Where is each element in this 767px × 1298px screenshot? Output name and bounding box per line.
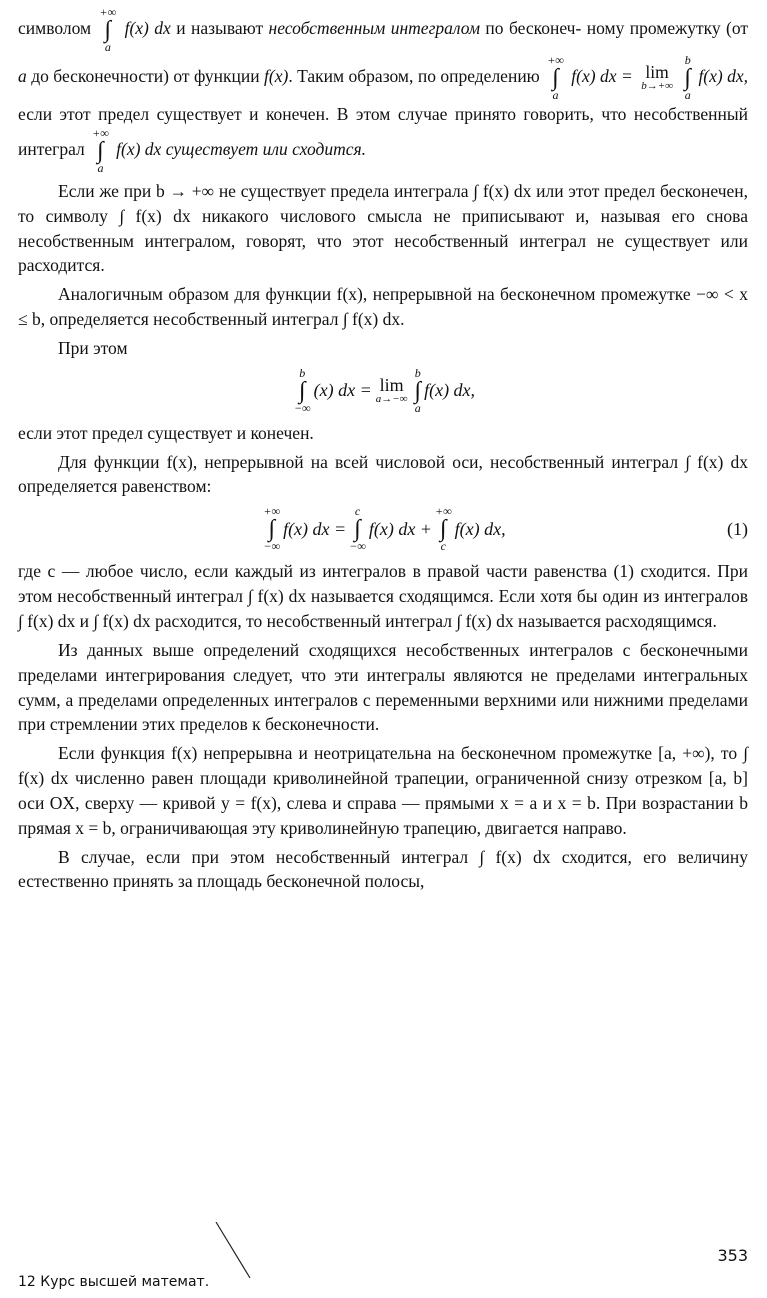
- term-converges: сходится.: [292, 138, 367, 159]
- text: и называют: [176, 18, 264, 39]
- term-exists: существует: [165, 138, 259, 159]
- integral-symbol: +∞ ∫ a: [99, 5, 117, 54]
- text: по бесконеч-: [485, 18, 582, 39]
- page-body: [18, 6, 748, 898]
- pen-mark-icon: [214, 1246, 254, 1286]
- paragraph-1: символом +∞ ∫ a f(x) dx и называют несобственным интегралом по бесконеч- ному промежутку (от a до бесконечности) от функции f(x). Таким образом, по определению +∞ ∫ a f(x) dx = lim b→+∞ b ∫ a f(x) dx, если этот предел существует и конечен. В этом случае принято говорить, что несобственный интеграл +∞ ∫ a f(x) dx существует или сходится.: [18, 5, 749, 175]
- term-improper-integral: несобственным интегралом: [268, 18, 480, 39]
- formula-1: +∞ ∫ −∞ f(x) dx = c ∫ −∞ f(x) dx + +∞ ∫ c f(x) dx, (1): [263, 504, 748, 554]
- paragraph-2: Если же при b → +∞ не существует предела интеграла ∫ f(x) dx или этот предел бесконечен, то символу ∫ f(x) dx никакого числового смысла не приписывают и, называя его снова несобственным интегралом, говорят, что этот несобственный интеграл не существует или расходится.: [18, 180, 748, 276]
- paragraph-8: Если функция f(x) непрерывна и неотрицательна на бесконечном промежутке [a, +∞), то ∫ f(x) dx численно равен площади криволинейной трапеции, ограниченной снизу отрезком [a, b] оси OX, сверху — кривой y = f(x), слева и справа — прямыми x = a и x = b. При возрастании b прямая x = b, ограничивающая эту криволинейную трапецию, двигается направо.: [18, 743, 748, 838]
- text: и конечен. В этом случае принято говорить, что несобственный интеграл: [18, 104, 749, 159]
- integral-symbol: +∞ ∫ a: [92, 125, 109, 175]
- paragraph-3: Аналогичным образом для функции f(x), непрерывной на бесконечном промежутке −∞ < x ≤ b, определяется несобственный интеграл ∫ f(x) dx.: [18, 284, 748, 330]
- integral-symbol: +∞ ∫ a: [547, 53, 564, 102]
- formula-lower-infinite: b ∫ −∞ (x) dx = lim a→−∞ b ∫ a f(x) dx,: [293, 365, 476, 415]
- integral-symbol: b ∫ a: [684, 53, 691, 102]
- page-number: 353: [717, 1246, 748, 1265]
- paragraph-9: В случае, если при этом несобственный интеграл ∫ f(x) dx сходится, его величину естественно принять за площадь бесконечной полосы,: [18, 846, 748, 892]
- text: ному промежутку (от: [586, 18, 749, 39]
- footer-signature: [18, 1246, 254, 1290]
- paragraph-6: где c — любое число, если каждый из интегралов в правой части равенства (1) сходится. При этом несобственный интеграл ∫ f(x) dx называется сходящимся. Если хотя бы один из интегралов ∫ f(x) dx и ∫ f(x) dx расходится, то несобственный интеграл ∫ f(x) dx называется расходящимся.: [18, 561, 748, 631]
- text: если этот предел существует: [18, 104, 242, 124]
- text: по определению: [417, 66, 540, 87]
- paragraph-4-lead: При этом: [58, 337, 128, 358]
- paragraph-5: Для функции f(x), непрерывной на всей числовой оси, несобственный интеграл ∫ f(x) dx определяется равенством:: [18, 451, 748, 497]
- text: или: [262, 138, 288, 159]
- text: символом: [18, 18, 92, 39]
- text: . Таким образом,: [288, 66, 414, 87]
- paragraph-7: Из данных выше определений сходящихся несобственных интегралов с бесконечными пределами интегрирования следует, что эти интегралы являются не пределами интегральных сумм, а пределами определенных интегралов с переменными верхними или нижними пределами при стремлении этих пределов к бесконечности.: [18, 639, 748, 735]
- footer-text: 12 Курс высшей математ.: [18, 1274, 210, 1290]
- equation-number: (1): [727, 518, 748, 539]
- limit-operator: lim b→+∞: [641, 61, 673, 93]
- text: до бесконечности) от функции: [31, 66, 260, 87]
- page-footer: [18, 1246, 748, 1290]
- paragraph-4-tail: если этот предел существует и конечен.: [18, 422, 314, 443]
